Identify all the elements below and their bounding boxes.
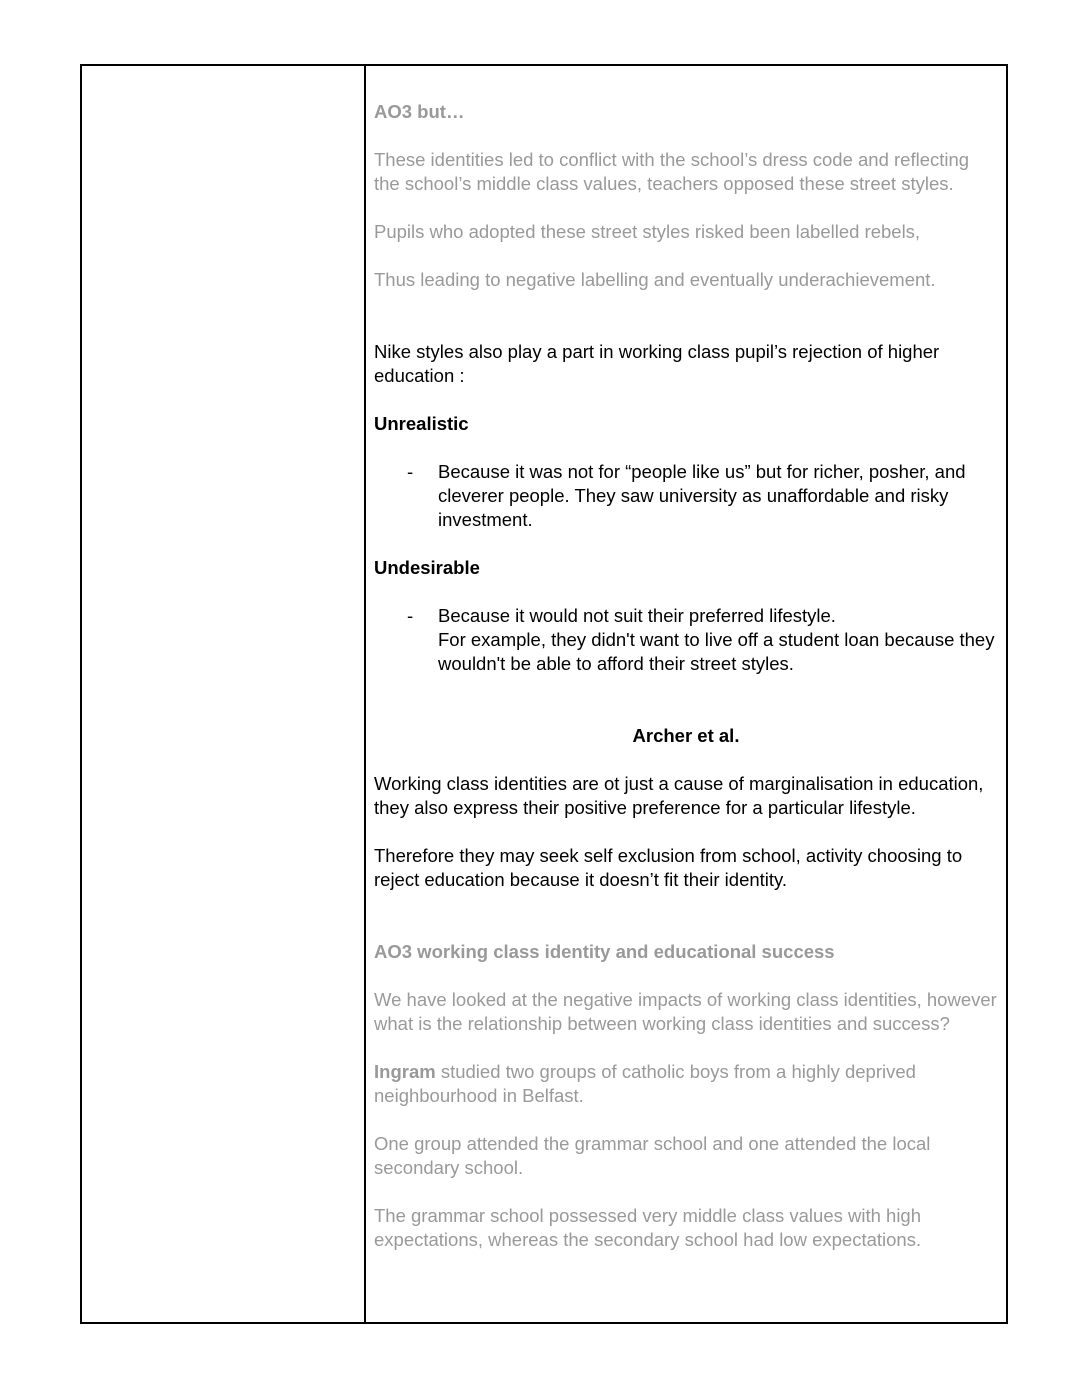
ao3-but-heading: AO3 but… (374, 101, 465, 122)
nike-intro: Nike styles also play a part in working class pupil’s rejection of higher education : (374, 341, 940, 386)
ao3-success-paragraph: The grammar school possessed very middle class values with high expectations, whereas the secondary school had low expectations. (374, 1205, 922, 1250)
archer-paragraph: Working class identities are ot just a cause of marginalisation in education, they also express their positive preference for a particular lifestyle. (374, 773, 984, 818)
ao3-but-paragraph: Pupils who adopted these street styles risked been labelled rebels, (374, 221, 921, 242)
archer-heading: Archer et al. (632, 725, 740, 746)
ao3-but-paragraph: Thus leading to negative labelling and eventually underachievement. (374, 269, 936, 290)
bullet-text: Because it was not for “people like us” but for richer, posher, and cleverer people. They saw university as unaffordable and risky investment. (438, 461, 966, 530)
list-item (374, 460, 998, 532)
undesirable-heading: Undesirable (374, 557, 480, 578)
bullet-dash: - (407, 605, 414, 626)
archer-paragraph: Therefore they may seek self exclusion from school, activity choosing to reject education because it doesn’t fit their identity. (374, 845, 963, 890)
ingram-text: studied two groups of catholic boys from a highly deprived neighbourhood in Belfast. (374, 1061, 916, 1106)
unrealistic-heading: Unrealistic (374, 413, 469, 434)
ao3-success-paragraph (374, 1060, 998, 1108)
bullet-text: For example, they didn't want to live off a student loan because they wouldn't be able to afford their street styles. (438, 629, 995, 674)
ao3-but-paragraph: These identities led to conflict with the school’s dress code and reflecting the school’s middle class values, teachers opposed these street styles. (374, 149, 970, 194)
bullet-text: Because it would not suit their preferred lifestyle. (438, 605, 836, 626)
ao3-success-paragraph: One group attended the grammar school and one attended the local secondary school. (374, 1133, 931, 1178)
ao3-success-heading: AO3 working class identity and educational success (374, 941, 835, 962)
ao3-success-paragraph: We have looked at the negative impacts of working class identities, however what is the relationship between working class identities and success? (374, 989, 997, 1034)
notes-table (80, 64, 1008, 1324)
ingram-name: Ingram (374, 1061, 436, 1082)
left-column-cell (82, 66, 366, 1322)
list-item (374, 604, 998, 676)
right-column-cell (366, 66, 1006, 1322)
bullet-dash: - (407, 461, 414, 482)
